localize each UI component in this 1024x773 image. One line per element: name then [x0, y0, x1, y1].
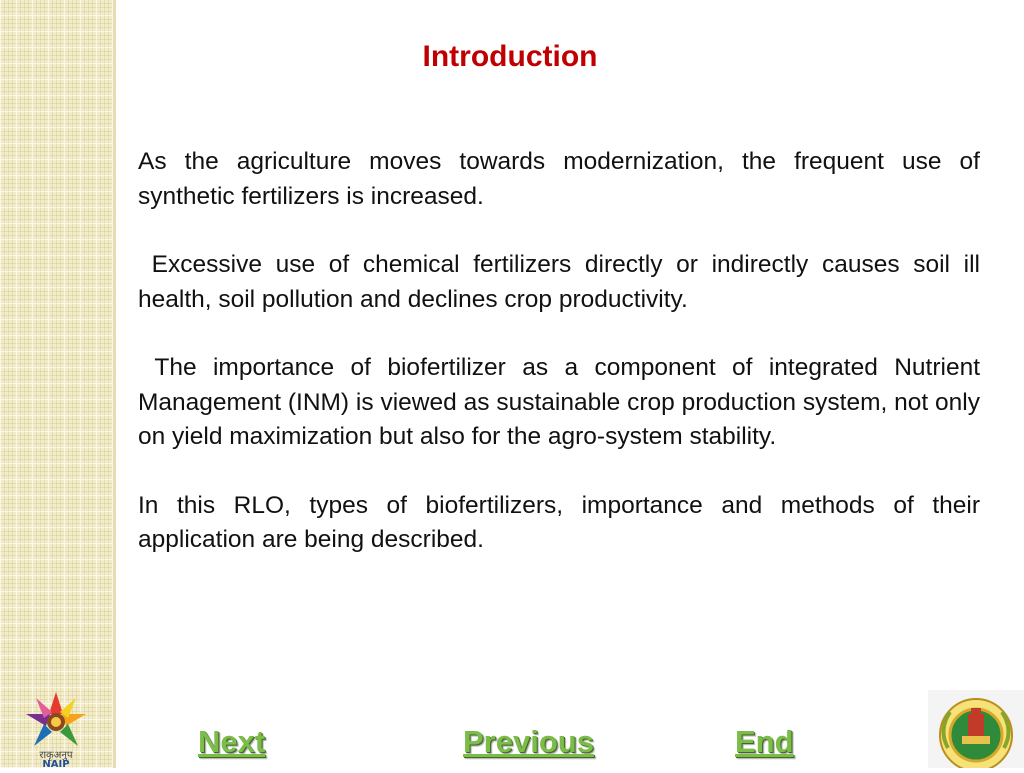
content-body: [138, 145, 987, 558]
end-link[interactable]: End: [735, 724, 794, 759]
decorative-side-strip: [0, 0, 113, 768]
naip-hindi-text: राकृअनुप: [39, 750, 73, 761]
page-title: Introduction: [422, 40, 598, 73]
paragraph-1: As the agriculture moves towards modernization, the frequent use of synthetic fertilizers is increased.: [138, 148, 980, 210]
university-emblem-logo-icon: [928, 690, 1024, 768]
paragraph-3: The importance of biofertilizer as a component of integrated Nutrient Management (INM) is viewed as sustainable crop production system, not only on yield maximization but also for the agro-system stability.: [138, 354, 987, 450]
paragraph-4: In this RLO, types of biofertilizers, importance and methods of their application are being described.: [138, 491, 980, 553]
side-strip-edge: [113, 0, 116, 768]
next-link[interactable]: Next: [198, 724, 266, 759]
paragraph-2: Excessive use of chemical fertilizers directly or indirectly causes soil ill health, soil pollution and declines crop productivity.: [138, 251, 987, 313]
naip-star-logo-icon: [2, 690, 110, 768]
university-emblem: [928, 690, 1024, 768]
naip-logo: [2, 690, 110, 768]
naip-text: NAIP: [42, 759, 70, 768]
previous-link[interactable]: Previous: [463, 724, 594, 759]
